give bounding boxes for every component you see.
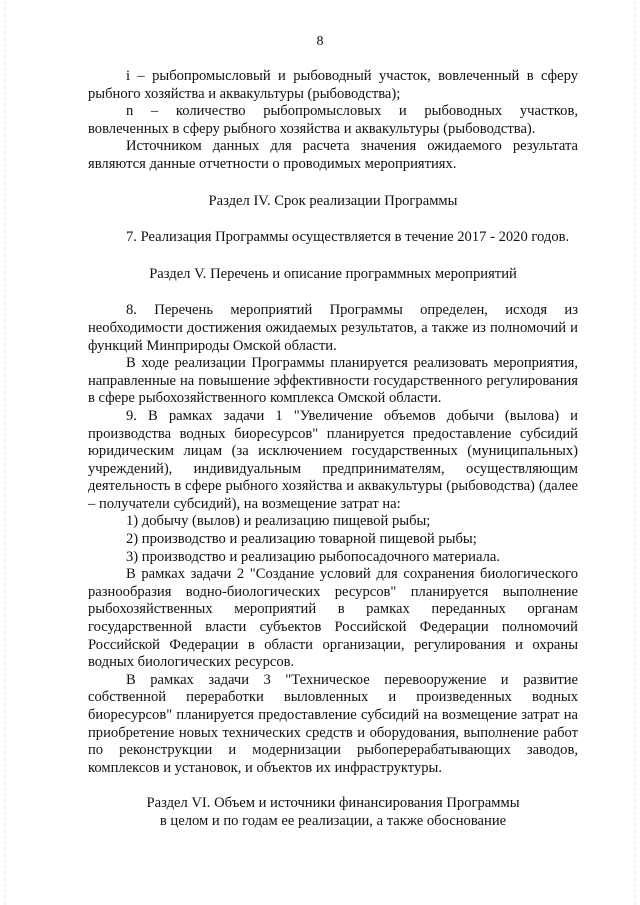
paragraph-8-continued: В ходе реализации Программы планируется реализовать мероприятия, направленные на повышение эффективности государственного регулирования в сфере рыбохозяйственного комплекса Омской области. (88, 355, 578, 407)
definition-i: i – рыбопромысловый и рыбоводный участок, вовлеченный в сферу рыбного хозяйства и аквакультуры (рыбоводства); (88, 68, 578, 102)
section-6-heading-line-2: в целом и по годам ее реализации, а также обоснование (159, 812, 507, 829)
document-body (88, 68, 578, 831)
paragraph-8: 8. Перечень мероприятий Программы определен, исходя из необходимости достижения ожидаемых результатов, а также из полномочий и функций Минприроды Омской области. (88, 302, 578, 354)
left-margin-marks (4, 0, 6, 905)
page-number: 8 (316, 34, 324, 49)
list-item: 2) производство и реализацию товарной пищевой рыбы; (126, 531, 477, 548)
paragraph-9: 9. В рамках задачи 1 "Увеличение объемов добычи (вылова) и производства водных биоресурсов" планируется предоставление субсидий юридическим лицам (за исключением государственных (муниципальных) учреждений), индивидуальным предпринимателям, осуществляющим деятельность в сфере рыбного хозяйства и аквакультуры (рыбоводства) (далее – получатели субсидий), на возмещение затрат на: (88, 407, 578, 512)
task-2-paragraph: В рамках задачи 2 "Создание условий для сохранения биологического разнообразия водно-биологических ресурсов" планируется выполнение рыбохозяйственных мероприятий в рамках переданных органам государственной власти субъектов Российской Федерации полномочий Российской Федерации в области организации, регулирования и охраны водных биологических ресурсов. (88, 566, 578, 671)
task-3-paragraph: В рамках задачи 3 "Техническое перевооружение и развитие собственной переработки выловленных и произведенных водных биоресурсов" планируется предоставление субсидий на возмещение затрат на приобретение новых технических средств и оборудования, выполнение работ по реконструкции и модернизации рыбоперерабатывающих заводов, комплексов и установок, и объектов их инфраструктуры. (88, 671, 578, 776)
right-margin-marks (634, 0, 636, 905)
section-4-heading: Раздел IV. Срок реализации Программы (208, 192, 458, 209)
section-5-heading: Раздел V. Перечень и описание программных мероприятий (149, 265, 517, 282)
list-item: 3) производство и реализацию рыбопосадочного материала. (126, 548, 500, 565)
data-source-paragraph: Источником данных для расчета значения ожидаемого результата являются данные отчетности о проводимых мероприятиях. (88, 138, 578, 172)
definition-n: n – количество рыбопромысловых и рыбоводных участков, вовлеченных в сферу рыбного хозяйства и аквакультуры (рыбоводства). (88, 103, 578, 137)
paragraph-7: 7. Реализация Программы осуществляется в течение 2017 - 2020 годов. (126, 229, 570, 246)
section-6-heading-line-1: Раздел VI. Объем и источники финансирования Программы (146, 795, 520, 812)
list-item: 1) добычу (вылов) и реализацию пищевой рыбы; (126, 513, 431, 530)
